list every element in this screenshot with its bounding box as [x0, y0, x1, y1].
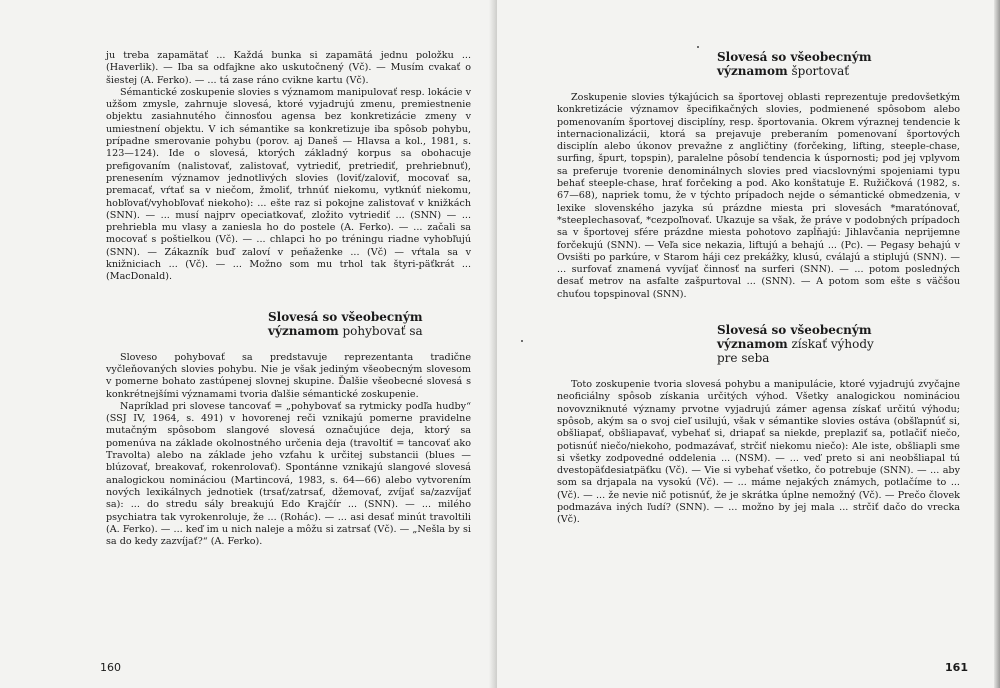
right-heading1-line2-bold: významom [717, 64, 788, 78]
right-heading2-line3: pre seba [717, 351, 770, 366]
right-heading1-line2-rest: športovať [787, 64, 850, 78]
right-heading1-line2 [717, 64, 849, 78]
right-section-heading-1 [557, 50, 960, 78]
print-speck [521, 340, 523, 342]
right-paragraph-1: Zoskupenie slovies týkajúcich sa športovej oblasti reprezentuje predovšetkým konkretizácie významov špecifikačných slovies, podmienené spôsobom alebo pomenovaním športovej disciplíny, resp. športovania. Okrem výraznej tendencie k internacionalizácii, ktorá sa prejavuje preberaním pomenovaní športových disciplín alebo úkonov prevažne z angličtiny (forčeking, lifting, steeple-chase, surfing, špurt, topspin), paralelne pôsobí tendencia k úspornosti; pod jej vplyvom sa preferuje tvorenie denominálnych slovies pred viacslovnými spojeniami typu behať steeple-chase, hrať forčeking a pod. Ako konštatuje E. Ružičková (1982, s. 67—68), napriek tomu, že v týchto prípadoch nejde o sémantické obmedzenia, v lexike slovenského jazyka sú prázdne miesta pri slovesách *maratónovať, *steeplechasovať, *cezpoľnovať. Ukazuje sa však, že práve v podobných prípadoch sa v športovej sfére prázdne miesta pohotovo zapĺňajú: Jihlavčania neprijemne forčekujú (SNN). — Veľa sice nekazia, liftujú a behajú ... (Pc). — Pegasy behajú v Ovsišti po parkúre, v Starom háji cez prekážky, klusú, cválajú a stiplujú (SNN). — ... surfovať znamená vyvíjať činnosť na surferi (SNN). — ... potom posledných desať metrov na asfalte zašpurtoval ... (SNN). — A potom som ešte s väčšou chuťou topspinoval (SNN). [557, 92, 960, 300]
book-edge-right [994, 0, 1000, 688]
right-page-number: 161 [945, 661, 968, 674]
left-heading-line2-rest: pohybovať sa [338, 323, 423, 338]
right-page [497, 0, 1000, 688]
left-paragraph-2: Sémantické zoskupenie slovies s významom manipulovať resp. lokácie v užšom zmysle, zahrnuje slovesá, ktoré vyjadrujú zmenu, premiestnenie objektu zasiahnutého činnosťou agensa bez konkretizácie zmeny v umiestnení objektu. V ich sémantike sa konkretizuje iba spôsob pohybu, prípadne smerovanie pohybu (porov. aj Daneš — Hlavsa a kol., 1981, s. 123—124). Ide o slovesá, ktorých základný korpus sa obohacuje prefigovaním (nalistovať, zalistovať, vytriediť, pretriediť, prehriebnuť), prenesením významov jednotlivých slovies (loviť/zaloviť, mocovať sa, premacať, vŕtať sa v niečom, žmoliť, trhnúť niekomu, vytknúť niekomu, hobľovať/vyhobľovať niekoho): ... ešte raz si pokojne zalistovať v knižkách (SNN). — ... musí najprv opeciatkovať, zložito vytriediť ... (SNN) — ... prehriebla mu vlasy a zaniesla ho do postele (A. Ferko). — ... začali sa mocovať s poštielkou (Vč). — ... chlapci ho po tréningu riadne vyhobľujú (SNN). — Zákazník buď zaloví v peňaženke ... (Vč) — vŕtala sa v knižniciach ... (Vč). — ... Možno som mu trhol tak štyri-päťkrát ... (MacDonald). [106, 86, 471, 283]
left-page-number: 160 [100, 661, 121, 674]
left-heading-line2 [268, 324, 423, 338]
right-section-heading-2 [557, 323, 960, 365]
right-heading2-line2 [717, 337, 960, 351]
right-heading1-line1: Slovesá so všeobecným [717, 50, 872, 64]
right-heading2-line2-rest: získať výhody [787, 337, 874, 352]
left-paragraph-3: Sloveso pohybovať sa predstavuje reprezentanta tradičnе vyčleňovaných slovies pohybu. Nie je však jediným všeobecným slovesom v pomerne bohato zastúpenej slovnej skupine. Ďalšie všeobecné slovesá s konkrétnejšími významami tvoria ďalšie sémantické zoskupenie. [106, 351, 471, 400]
print-speck [697, 46, 699, 48]
left-paragraph-1: ju treba zapamätať ... Každá bunka si zapamätá jednu položku ... (Haverlik). — Iba sa odfajkne ako uskutočnený (Vč). — Musím cvakať o šiestej (A. Ferko). — ... tá zase ráno cvikne kartu (Vč). [106, 50, 471, 86]
right-heading2-line1: Slovesá so všeobecným [717, 323, 872, 338]
left-section-heading [106, 310, 471, 338]
left-paragraph-4: Napríklad pri slovese tancovať = „pohybovať sa rytmicky podľa hudby“ (SSJ IV, 1964, s. 491) v hovorenej reči vznikajú pomerne pravidelne mutačným spôsobom slangové slovesá označujúce deja, ktorý sa pomenúva na základe okolnostného určenia deja (travoltiť = tancovať ako Travolta) alebo na základe jeho vzťahu k určitej substancii (blues — blúzovať, breakovať, rokenrolovať). Spontánne vznikajú slangové slovesá analogickou nomináciou (Martincová, 1983, s. 64—66) alebo vytvorením nových lexikálnych jednotiek (trsať/zatrsať, džemovať, zvíjať sa/zazvíjať sa): ... do stredu sály breakujú Edo Krajčír ... (SNN). — ... milého psychiatra tak vyrokenroluje, že ... (Rohác). — ... asi desať minút travoltili (A. Ferko). — ... keď im u nich naleje a môžu si zatrsať (Vč). — „Nešla by si sa do kedy zazvíjať?“ (A. Ferko). [106, 400, 471, 548]
right-paragraph-2: Toto zoskupenie tvoria slovesá pohybu a manipulácie, ktoré vyjadrujú zvyčajne neoficiálny spôsob získania určitých výhod. Všetky analogickou nomináciou novovzniknuté významy prvotne vyjadrujú zámer agensa získať určitú výhodu; spôsob, akým sa o svoj cieľ usilujú, však v sémantike slovies ostáva (obšľapnúť si, obšliapať, obšliapavať, vybehať si, driapať sa niekde, preplaziť sa, potlačiť niečo, potisnúť niečo/niekoho, podmazávať, strčiť niekomu niečo): Ale iste, obšliapli sme si všetky zodpovedné oddelenia ... (NSM). — ... veď preto si ani neobšliapal tú dvestopäťdesiatpäťku (Vč). — Vie si vybehať všetko, čo potrebuje (SNN). — ... aby som sa drjapala na vysokú (Vč). — ... máme nejakých známych, potlačíme to ... (Vč). — ... že nevie nič potisnúť, že je skrátka úplne nemožný (Vč). — Prečo človek podmazáva iných ľudí? (SNN). — ... možno by jej mala ... strčiť dačo do vrecka (Vč). [557, 379, 960, 526]
left-heading-line1: Slovesá so všeobecným [268, 309, 423, 324]
left-page [0, 0, 497, 688]
right-heading2-line2-bold: významom [717, 337, 788, 352]
left-heading-line2-bold: významom [268, 323, 339, 338]
